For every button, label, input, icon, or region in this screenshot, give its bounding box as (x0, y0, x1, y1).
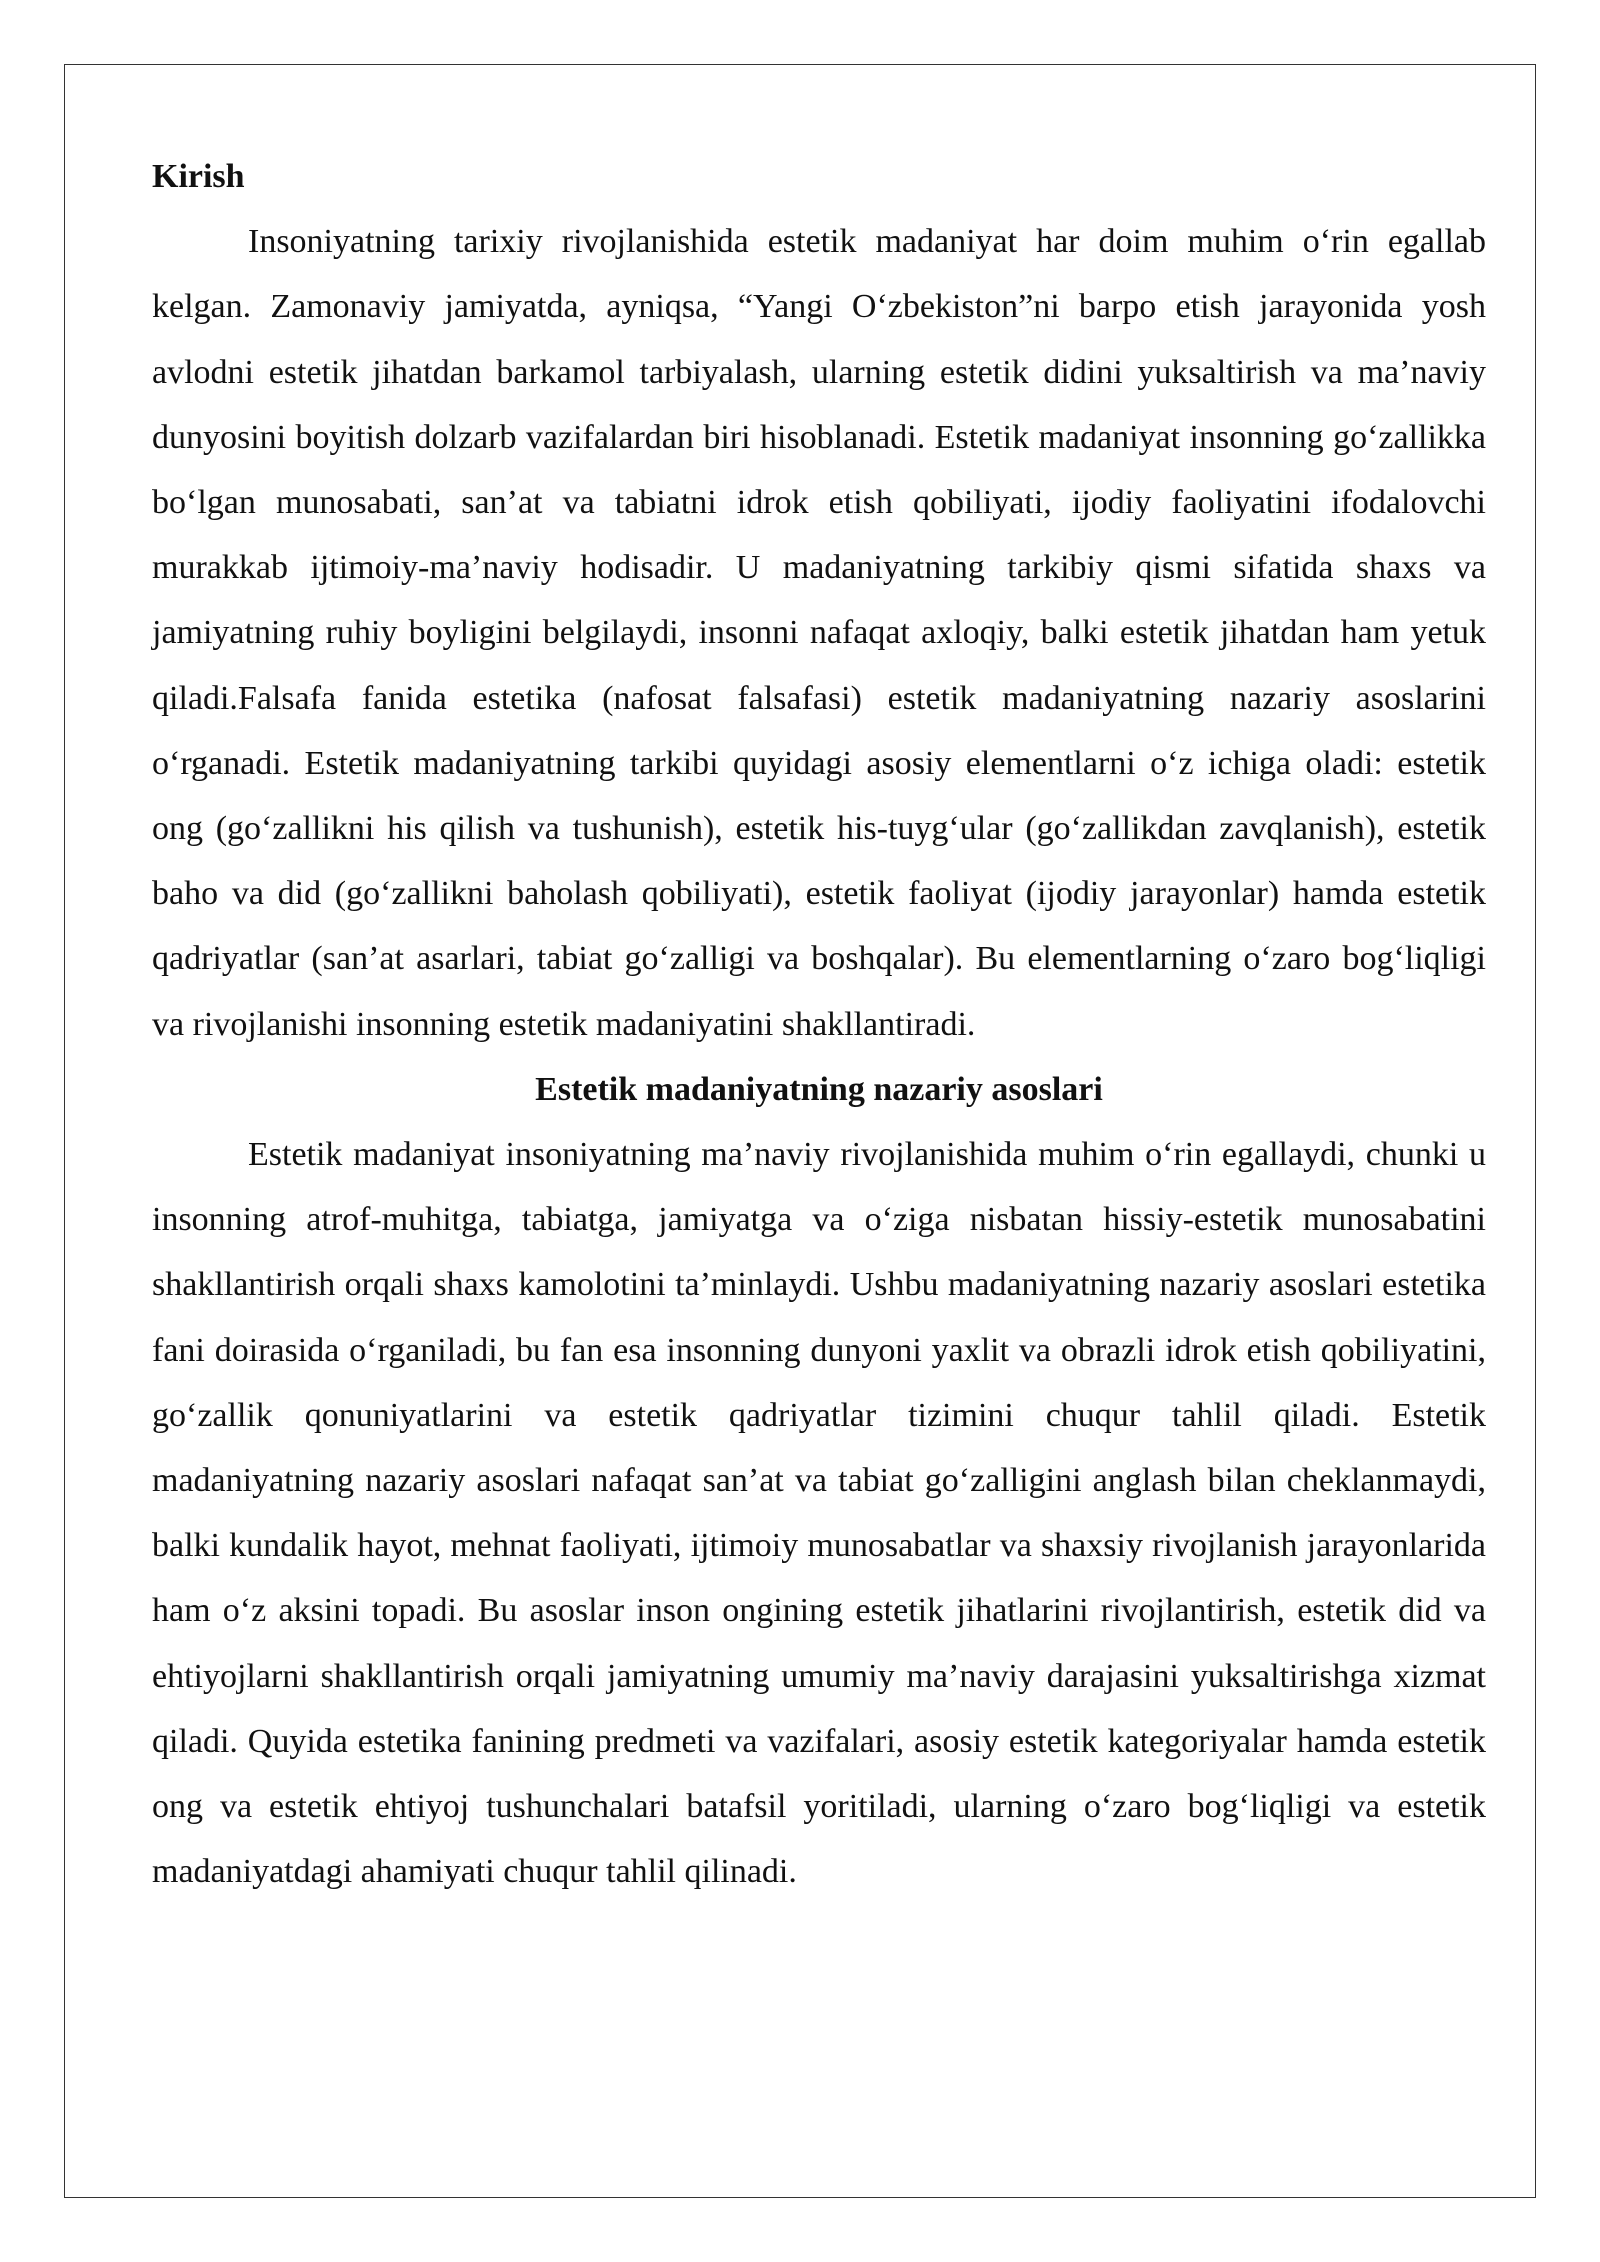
document-body (152, 144, 1486, 1904)
intro-paragraph: Insoniyatning tarixiy rivojlanishida estetik madaniyat har doim muhim o‘rin egallab kelgan. Zamonaviy jamiyatda, ayniqsa, “Yangi O‘zbekiston”ni barpo etish jarayonida yosh avlodni estetik jihatdan barkamol tarbiyalash, ularning estetik didini yuksaltirish va ma’naviy dunyosini boyitish dolzarb vazifalardan biri hisoblanadi. Estetik madaniyat insonning go‘zallikka bo‘lgan munosabati, san’at va tabiatni idrok etish qobiliyati, ijodiy faoliyatini ifodalovchi murakkab ijtimoiy-ma’naviy hodisadir. U madaniyatning tarkibiy qismi sifatida shaxs va jamiyatning ruhiy boyligini belgilaydi, insonni nafaqat axloqiy, balki estetik jihatdan ham yetuk qiladi.Falsafa fanida estetika (nafosat falsafasi) estetik madaniyatning nazariy asoslarini o‘rganadi. Estetik madaniyatning tarkibi quyidagi asosiy elementlarni o‘z ichiga oladi: estetik ong (go‘zallikni his qilish va tushunish), estetik his-tuyg‘ular (go‘zallikdan zavqlanish), estetik baho va did (go‘zallikni baholash qobiliyati), estetik faoliyat (ijodiy jarayonlar) hamda estetik qadriyatlar (san’at asarlari, tabiat go‘zalligi va boshqalar). Bu elementlarning o‘zaro bog‘liqligi va rivojlanishi insonning estetik madaniyatini shakllantiradi. (152, 223, 1486, 1043)
section-paragraph: Estetik madaniyat insoniyatning ma’naviy rivojlanishida muhim o‘rin egallaydi, chunki u insonning atrof-muhitga, tabiatga, jamiyatga va o‘ziga nisbatan hissiy-estetik munosabatini shakllantirish orqali shaxs kamolotini ta’minlaydi. Ushbu madaniyatning nazariy asoslari estetika fani doirasida o‘rganiladi, bu fan esa insonning dunyoni yaxlit va obrazli idrok etish qobiliyatini, go‘zallik qonuniyatlarini va estetik qadriyatlar tizimini chuqur tahlil qiladi. Estetik madaniyatning nazariy asoslari nafaqat san’at va tabiat go‘zalligini anglash bilan cheklanmaydi, balki kundalik hayot, mehnat faoliyati, ijtimoiy munosabatlar va shaxsiy rivojlanish jarayonlarida ham o‘z aksini topadi. Bu asoslar inson ongining estetik jihatlarini rivojlantirish, estetik did va ehtiyojlarni shakllantirish orqali jamiyatning umumiy ma’naviy darajasini yuksaltirishga xizmat qiladi. Quyida estetika fanining predmeti va vazifalari, asosiy estetik kategoriyalar hamda estetik ong va estetik ehtiyoj tushunchalari batafsil yoritiladi, ularning o‘zaro bog‘liqligi va estetik madaniyatdagi ahamiyati chuqur tahlil qilinadi. (152, 1136, 1486, 1891)
intro-heading: Kirish (152, 158, 245, 195)
section-heading: Estetik madaniyatning nazariy asoslari (535, 1070, 1103, 1108)
